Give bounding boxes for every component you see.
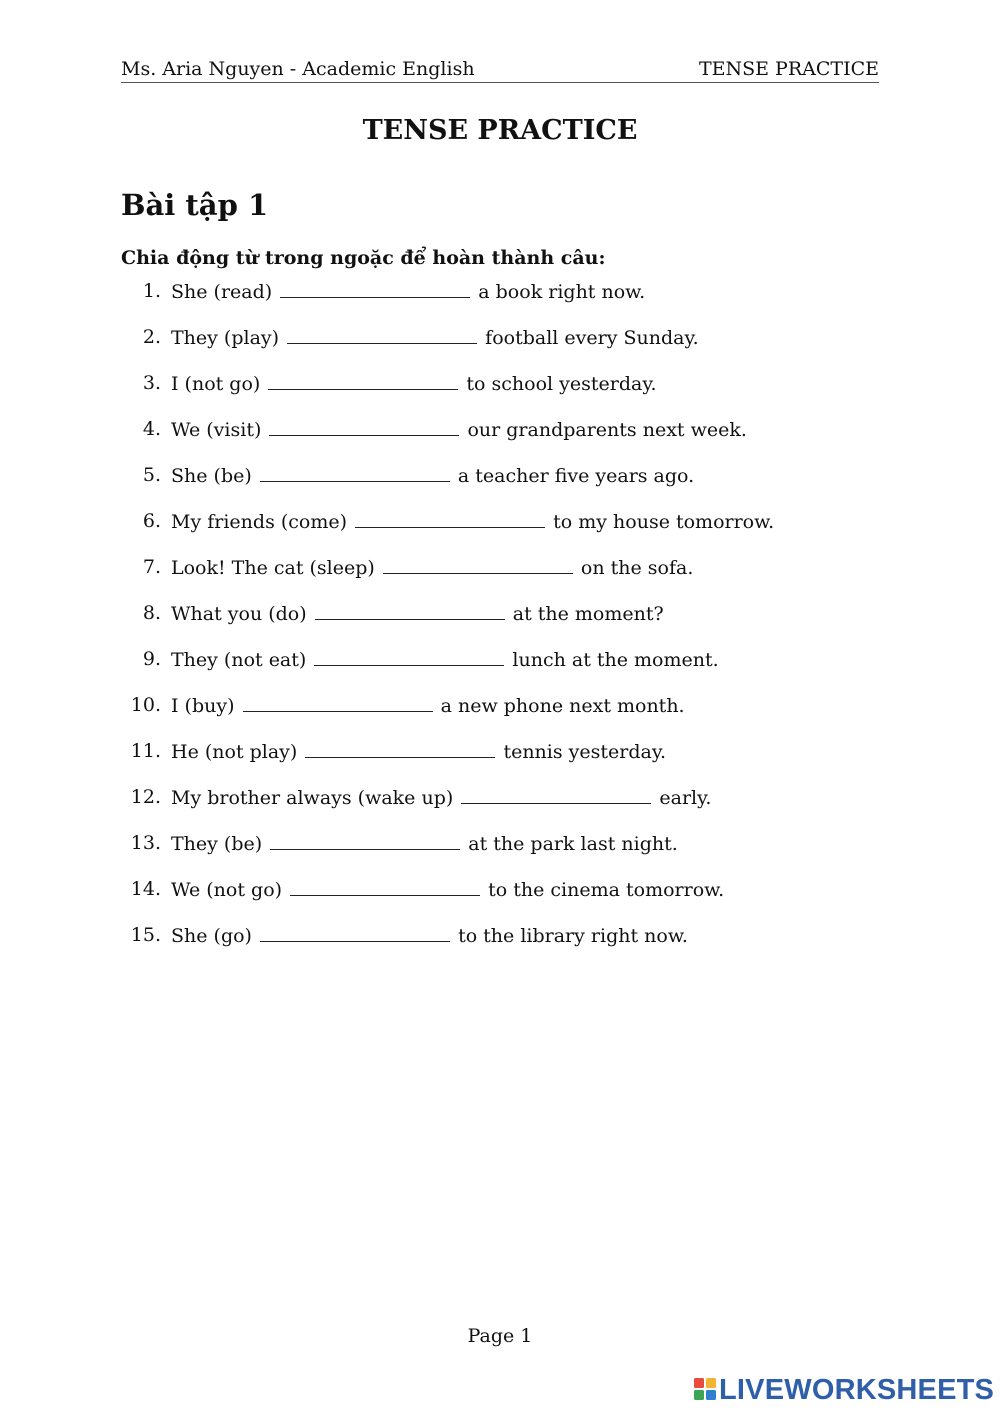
exercise-item — [121, 277, 881, 323]
exercise-item-number: 9. — [142, 648, 161, 670]
exercise-item-number: 2. — [142, 326, 161, 348]
exercise-item-number: 12. — [130, 786, 161, 808]
answer-blank[interactable] — [260, 461, 450, 482]
exercise-prompt: I (buy) — [171, 695, 235, 717]
exercise-prompt: They (play) — [171, 327, 280, 349]
exercise-item-text — [171, 553, 693, 582]
exercise-item-text — [171, 645, 719, 674]
exercise-continuation: to the library right now. — [458, 925, 688, 947]
exercise-item — [121, 461, 881, 507]
header-author: Ms. Aria Nguyen - Academic English — [121, 58, 475, 80]
answer-blank[interactable] — [260, 921, 450, 942]
exercise-item — [121, 783, 881, 829]
liveworksheets-logo-icon — [693, 1377, 717, 1401]
header-title: TENSE PRACTICE — [698, 58, 879, 80]
answer-blank[interactable] — [269, 415, 459, 436]
exercise-item-text — [171, 323, 699, 352]
page-number: Page 1 — [467, 1325, 533, 1347]
exercise-item-text — [171, 507, 774, 536]
exercise-prompt: They (be) — [171, 833, 263, 855]
exercise-prompt: We (not go) — [171, 879, 283, 901]
exercise-item-text — [171, 783, 711, 812]
answer-blank[interactable] — [287, 323, 477, 344]
exercise-item-number: 7. — [142, 556, 161, 578]
exercise-continuation: football every Sunday. — [485, 327, 699, 349]
answer-blank[interactable] — [315, 599, 505, 620]
exercise-item-text — [171, 461, 694, 490]
exercise-prompt: He (not play) — [171, 741, 298, 763]
exercise-item — [121, 415, 881, 461]
exercise-item — [121, 875, 881, 921]
answer-blank[interactable] — [383, 553, 573, 574]
exercise-item-text — [171, 369, 657, 398]
exercise-prompt: She (be) — [171, 465, 252, 487]
answer-blank[interactable] — [270, 829, 460, 850]
exercise-prompt: My brother always (wake up) — [171, 787, 454, 809]
answer-blank[interactable] — [305, 737, 495, 758]
exercise-item — [121, 921, 881, 967]
exercise-item-number: 5. — [142, 464, 161, 486]
exercise-prompt: What you (do) — [171, 603, 307, 625]
exercise-continuation: to my house tomorrow. — [553, 511, 775, 533]
exercise-continuation: to the cinema tomorrow. — [488, 879, 725, 901]
answer-blank[interactable] — [461, 783, 651, 804]
exercise-item-text — [171, 691, 685, 720]
exercise-item — [121, 323, 881, 369]
exercise-item-number: 14. — [130, 878, 161, 900]
exercise-list — [121, 277, 881, 967]
exercise-item-text — [171, 875, 724, 904]
exercise-item-number: 11. — [130, 740, 161, 762]
liveworksheets-logo-text: LIVEWORKSHEETS — [719, 1374, 995, 1406]
exercise-item-number: 4. — [142, 418, 161, 440]
exercise-continuation: tennis yesterday. — [503, 741, 667, 763]
exercise-item-number: 13. — [130, 832, 161, 854]
section-heading: Bài tập 1 — [121, 188, 269, 222]
exercise-continuation: lunch at the moment. — [512, 649, 719, 671]
exercise-continuation: at the park last night. — [468, 833, 678, 855]
exercise-continuation: on the sofa. — [580, 557, 694, 579]
exercise-item — [121, 737, 881, 783]
exercise-item-text — [171, 829, 678, 858]
exercise-prompt: I (not go) — [171, 373, 261, 395]
exercise-continuation: at the moment? — [512, 603, 664, 625]
exercise-item-text — [171, 277, 645, 306]
answer-blank[interactable] — [280, 277, 470, 298]
document-title: TENSE PRACTICE — [362, 115, 638, 146]
exercise-item — [121, 369, 881, 415]
exercise-item — [121, 507, 881, 553]
exercise-item-number: 8. — [142, 602, 161, 624]
exercise-prompt: Look! The cat (sleep) — [171, 557, 375, 579]
answer-blank[interactable] — [314, 645, 504, 666]
exercise-item-text — [171, 921, 688, 950]
exercise-item — [121, 553, 881, 599]
exercise-prompt: She (read) — [171, 281, 273, 303]
exercise-continuation: to school yesterday. — [466, 373, 657, 395]
exercise-item-number: 3. — [142, 372, 161, 394]
exercise-continuation: a book right now. — [478, 281, 646, 303]
answer-blank[interactable] — [243, 691, 433, 712]
exercise-instructions: Chia động từ trong ngoặc để hoàn thành câu: — [121, 247, 606, 269]
answer-blank[interactable] — [355, 507, 545, 528]
exercise-continuation: early. — [659, 787, 712, 809]
exercise-prompt: They (not eat) — [171, 649, 307, 671]
exercise-item — [121, 645, 881, 691]
exercise-prompt: She (go) — [171, 925, 252, 947]
exercise-item-text — [171, 599, 664, 628]
exercise-item-number: 1. — [142, 280, 161, 302]
exercise-continuation: a new phone next month. — [440, 695, 685, 717]
page-header — [121, 56, 879, 83]
exercise-item-number: 15. — [130, 924, 161, 946]
exercise-item-text — [171, 737, 666, 766]
exercise-item — [121, 599, 881, 645]
exercise-prompt: We (visit) — [171, 419, 262, 441]
answer-blank[interactable] — [290, 875, 480, 896]
exercise-item — [121, 829, 881, 875]
exercise-continuation: our grandparents next week. — [467, 419, 747, 441]
exercise-item-number: 6. — [142, 510, 161, 532]
exercise-item-text — [171, 415, 747, 444]
answer-blank[interactable] — [268, 369, 458, 390]
exercise-continuation: a teacher five years ago. — [457, 465, 695, 487]
exercise-item — [121, 691, 881, 737]
exercise-prompt: My friends (come) — [171, 511, 348, 533]
exercise-item-number: 10. — [130, 694, 161, 716]
